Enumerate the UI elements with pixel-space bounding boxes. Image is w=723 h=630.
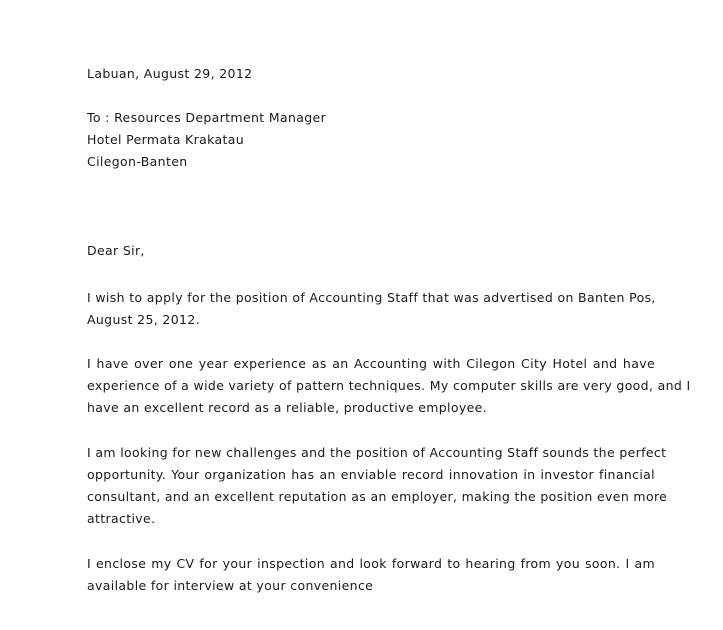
paragraph-line: I have over one year experience as an Accounting with Cilegon City Hotel and have [87, 356, 655, 371]
paragraph-line: have an excellent record as a reliable, productive employee. [87, 400, 488, 415]
paragraph-line: attractive. [87, 511, 156, 526]
paragraph-line: I am looking for new challenges and the position of Accounting Staff sounds the perfect [87, 445, 667, 460]
paragraph-line: experience of a wide variety of pattern techniques. My computer skills are very good, and I [87, 378, 691, 393]
paragraph-line: I enclose my CV for your inspection and look forward to hearing from you soon. I am [87, 556, 655, 571]
salutation: Dear Sir, [87, 243, 145, 258]
recipient-city-line: Cilegon-Banten [87, 154, 188, 169]
paragraph-line: consultant, and an excellent reputation as an employer, making the position even more [87, 489, 668, 504]
recipient-hotel-line: Hotel Permata Krakatau [87, 132, 245, 147]
paragraph-line: August 25, 2012. [87, 312, 200, 327]
paragraph-line: I wish to apply for the position of Accounting Staff that was advertised on Banten Pos, [87, 290, 656, 305]
paragraph-line: available for interview at your convenience [87, 578, 374, 593]
recipient-title-line: To : Resources Department Manager [87, 110, 327, 125]
paragraph-line: opportunity. Your organization has an enviable record innovation in investor financial [87, 467, 655, 482]
date-line: Labuan, August 29, 2012 [87, 66, 253, 81]
